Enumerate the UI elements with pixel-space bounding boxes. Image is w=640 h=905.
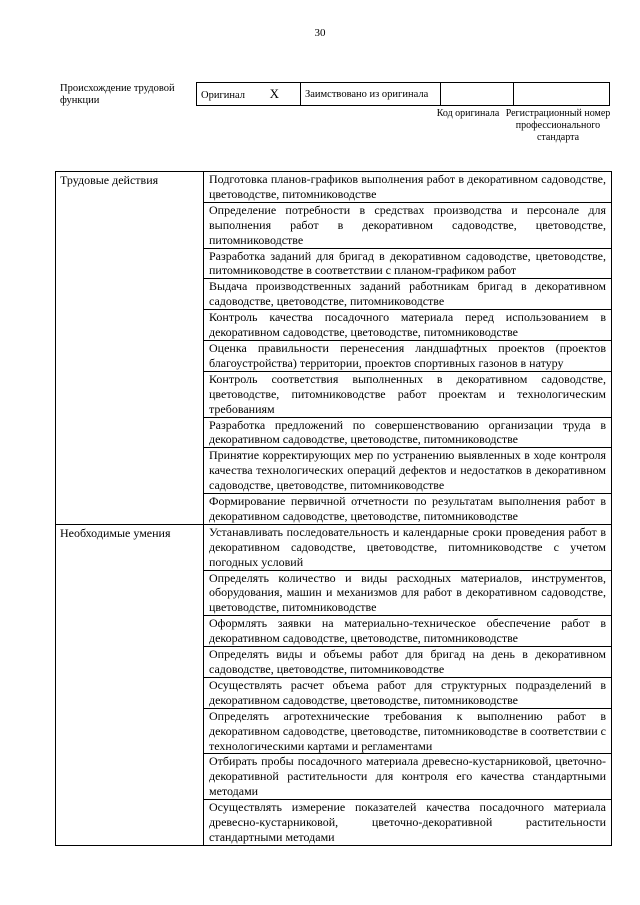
borrowed-cell: Заимствовано из оригинала [301, 83, 441, 106]
table-cell: Определять количество и виды расходных материалов, инструментов, оборудования, машин и механизмов для работ в декоративном садоводстве, цветоводстве, питомниководстве [204, 570, 612, 616]
table-cell: Осуществлять измерение показателей качества посадочного материала древесно-кустарниковой, цветочно-декоративной растительности стандартными методами [204, 800, 612, 846]
table-cell: Выдача производственных заданий работникам бригад в декоративном садоводстве, цветоводстве, питомниководстве [204, 279, 612, 310]
original-mark: X [269, 85, 280, 101]
table-cell: Подготовка планов-графиков выполнения работ в декоративном садоводстве, цветоводстве, питомниководстве [204, 172, 612, 203]
table-cell: Контроль качества посадочного материала перед использованием в декоративном садоводстве, цветоводстве, питомниководстве [204, 310, 612, 341]
original-label: Оригинал [201, 89, 245, 101]
table-cell: Оформлять заявки на материально-техническое обеспечение работ в декоративном садоводстве, цветоводстве, питомниководстве [204, 616, 612, 647]
table-cell: Определять агротехнические требования к выполнению работ в декоративном садоводстве, цветоводстве, питомниководстве в соответствии с технологическими картами и регламентами [204, 708, 612, 754]
table-cell: Определять виды и объемы работ для бригад на день в декоративном садоводстве, цветоводстве, питомниководстве [204, 647, 612, 678]
table-cell: Разработка заданий для бригад в декоративном садоводстве, цветоводстве, питомниководстве в соответствии с планом-графиком работ [204, 248, 612, 279]
original-cell [197, 83, 301, 106]
table-cell: Разработка предложений по совершенствованию организации труда в декоративном садоводстве, цветоводстве, питомниководстве [204, 417, 612, 448]
reg-number-cell [514, 83, 610, 106]
origin-label: Происхождение трудовой функции [60, 83, 175, 106]
table-cell: Формирование первичной отчетности по результатам выполнения работ в декоративном садоводстве, цветоводстве, питомниководстве [204, 494, 612, 525]
table-cell: Устанавливать последовательность и календарные сроки проведения работ в декоративном садоводстве, цветоводстве, питомниководстве с учетом погодных условий [204, 524, 612, 570]
table-cell: Определение потребности в средствах производства и персонале для выполнения работ в декоративном садоводстве, цветоводстве, питомниководстве [204, 202, 612, 248]
labor-function-table [55, 171, 612, 846]
origin-table [196, 82, 610, 106]
table-cell: Оценка правильности перенесения ландшафтных проектов (проектов благоустройства) территории, проектов спортивных газонов в натуру [204, 340, 612, 371]
section-title: Трудовые действия [56, 172, 204, 525]
reg-caption: Регистрационный номер профессионального стандарта [505, 108, 611, 143]
table-cell: Контроль соответствия выполненных в декоративном садоводстве, цветоводстве, питомниководстве работ проектам и технологическим требованиям [204, 371, 612, 417]
table-row [56, 524, 612, 570]
table-cell: Осуществлять расчет объема работ для структурных подразделений в декоративном садоводстве, цветоводстве, питомниководстве [204, 677, 612, 708]
section-title: Необходимые умения [56, 524, 204, 845]
page-number: 30 [314, 27, 326, 39]
table-cell: Принятие корректирующих мер по устранению выявленных в ходе контроля качества технологических операций дефектов и недостатков в декоративном садоводстве, цветоводстве, питомниководстве [204, 448, 612, 494]
code-cell [441, 83, 514, 106]
code-caption: Код оригинала [436, 108, 500, 119]
table-cell: Отбирать пробы посадочного материала древесно-кустарниковой, цветочно-декоративной растительности для контроля его качества стандартными методами [204, 754, 612, 800]
table-row [56, 172, 612, 203]
